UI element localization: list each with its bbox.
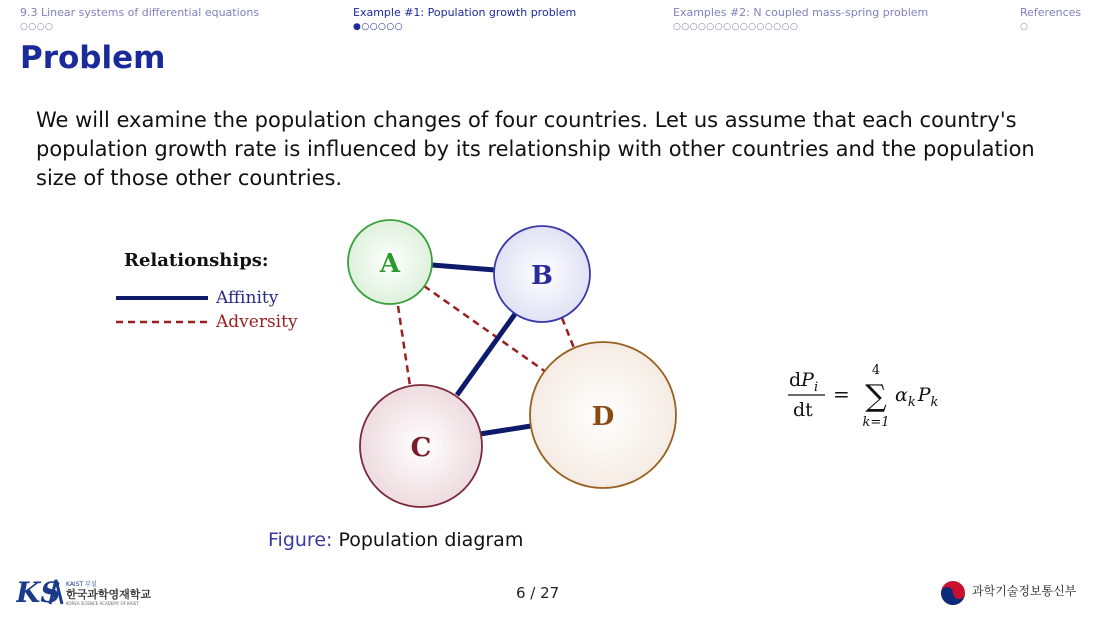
nav-progress-dots[interactable]: ○○○○○○○○○○○○○○○: [673, 22, 799, 32]
node-b-label: B: [531, 261, 553, 291]
node-a-label: A: [379, 249, 401, 279]
page-number: 6 / 27: [516, 584, 560, 602]
slide-footer: [0, 572, 1100, 612]
ksa-logo-icon: [16, 574, 166, 608]
legend-title: Relationships:: [124, 250, 269, 271]
eq-numerator-var: P: [801, 369, 814, 391]
eq-p-sub: k: [930, 395, 939, 410]
nav-section-linear-systems[interactable]: [20, 6, 259, 32]
figure-label: Figure:: [268, 529, 333, 551]
nav-section-title[interactable]: Example #1: Population growth problem: [353, 6, 577, 19]
svg-text:dPi: [789, 369, 818, 395]
slide-title: Problem: [20, 40, 166, 76]
nav-section-title[interactable]: References: [1020, 6, 1082, 19]
ministry-name: 과학기술정보통신부: [972, 584, 1077, 598]
edge-affinity-c-d: [480, 426, 531, 434]
taegeuk-icon: [940, 580, 966, 606]
eq-denominator: dt: [793, 399, 813, 421]
nav-section-title[interactable]: 9.3 Linear systems of differential equations: [20, 6, 260, 19]
figure-caption-text: Population diagram: [338, 529, 524, 551]
edge-adversity-a-c: [398, 306, 410, 386]
eq-p: P: [917, 384, 931, 406]
nav-section-references[interactable]: [1020, 6, 1081, 32]
population-diagram: [100, 210, 700, 515]
nav-progress-dots[interactable]: ●○○○○○: [353, 22, 404, 32]
nav-section-title[interactable]: Examples #2: N coupled mass-spring problem: [673, 6, 929, 19]
edge-adversity-b-d: [562, 318, 574, 348]
growth-equation: [785, 356, 955, 436]
ksa-logo-sub: KOREA SCIENCE ACADEMY OF KAIST: [66, 601, 139, 606]
eq-sum-lower: k=1: [862, 415, 890, 430]
slide-body-text: We will examine the population changes of four countries. Let us assume that each country's population growth rate is influenced by its relationship with other countries and the population size of those other countries.: [36, 108, 1035, 190]
nav-section-mass-spring[interactable]: [673, 6, 928, 32]
svg-text:αkPk: [895, 384, 939, 410]
edge-affinity-b-c: [457, 314, 515, 395]
eq-numerator-d: d: [789, 369, 802, 391]
eq-sum-upper: 4: [871, 363, 881, 378]
ksa-logo-top: KAIST 부설: [66, 581, 97, 588]
eq-sum-symbol: ∑: [865, 379, 887, 414]
ksa-logo: [16, 574, 166, 612]
eq-alpha-sub: k: [907, 395, 916, 410]
nav-progress-dots[interactable]: ○○○○: [20, 22, 54, 32]
nav-section-population[interactable]: [353, 6, 576, 32]
svg-text:KS: KS: [16, 576, 61, 608]
nav-progress-dots[interactable]: ○: [1020, 22, 1029, 32]
legend-adversity-label: Adversity: [216, 312, 298, 332]
node-c-label: C: [410, 433, 432, 463]
ksa-logo-name: 한국과학영재학교: [66, 588, 152, 601]
figure-caption: [268, 529, 523, 551]
eq-equals: =: [833, 382, 850, 406]
legend-affinity-label: Affinity: [216, 288, 279, 308]
node-d-label: D: [591, 402, 615, 432]
eq-numerator-sub: i: [813, 380, 819, 395]
edge-affinity-a-b: [432, 265, 495, 270]
navigation-bar: [0, 0, 1100, 40]
eq-alpha: α: [895, 384, 908, 406]
